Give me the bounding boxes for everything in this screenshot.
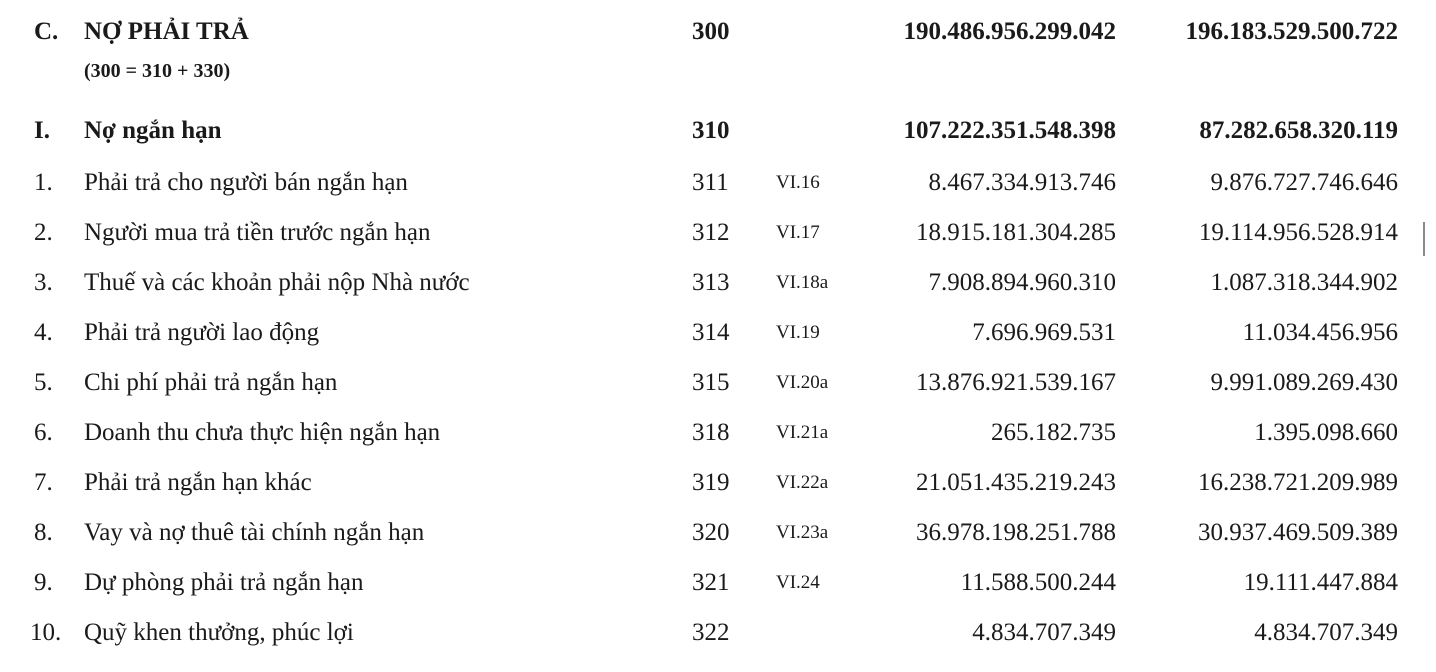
row-value-begin: 1.395.098.660 [1254,419,1398,446]
section-i-title: Nợ ngắn hạn [84,117,222,144]
table-row [0,213,1436,253]
row-label: Phải trả người lao động [84,319,320,346]
row-value-begin: 4.834.707.349 [1254,619,1398,646]
row-index: 7. [34,469,53,496]
row-label: Quỹ khen thưởng, phúc lợi [84,619,354,646]
row-value-end: 36.978.198.251.788 [916,519,1116,546]
row-value-end: 18.915.181.304.285 [916,219,1116,246]
row-note: VI.23a [776,522,829,543]
section-c-value-begin: 196.183.529.500.722 [1185,18,1398,45]
row-note: VI.22a [776,472,829,493]
row-value-end: 13.876.921.539.167 [916,369,1116,396]
row-code: 320 [692,519,730,546]
section-c-title: NỢ PHẢI TRẢ [84,18,249,45]
row-value-end: 7.908.894.960.310 [928,269,1116,296]
row-label: Dự phòng phải trả ngắn hạn [84,569,364,596]
row-value-begin: 30.937.469.509.389 [1198,519,1398,546]
row-code: 318 [692,419,730,446]
scan-mark [1423,222,1425,256]
row-code: 321 [692,569,730,596]
row-note: VI.24 [776,572,820,593]
row-label: Phải trả cho người bán ngắn hạn [84,169,408,196]
row-label: Phải trả ngắn hạn khác [84,469,312,496]
row-value-begin: 11.034.456.956 [1242,319,1398,346]
table-row [0,463,1436,503]
row-index: 10. [30,619,62,646]
row-index: 4. [34,319,53,346]
section-c-value-end: 190.486.956.299.042 [903,18,1116,45]
section-i-code: 310 [692,117,730,144]
row-label: Vay và nợ thuê tài chính ngắn hạn [84,519,425,546]
row-value-end: 8.467.334.913.746 [928,169,1116,196]
row-value-end: 11.588.500.244 [960,569,1116,596]
row-index: 9. [34,569,53,596]
row-note: VI.20a [776,372,829,393]
row-value-begin: 9.991.089.269.430 [1210,369,1398,396]
row-note: VI.19 [776,322,820,343]
section-c-letter: C. [34,18,59,45]
row-note: VI.16 [776,172,820,193]
table-row [0,363,1436,403]
row-value-begin: 19.114.956.528.914 [1198,219,1398,246]
table-row [0,163,1436,203]
row-value-begin: 16.238.721.209.989 [1198,469,1398,496]
row-index: 8. [34,519,53,546]
row-index: 2. [34,219,53,246]
row-index: 3. [34,269,53,296]
row-code: 322 [692,619,730,646]
table-row [0,513,1436,553]
table-row [0,613,1436,653]
table-row [0,313,1436,353]
section-i-value-end: 107.222.351.548.398 [903,117,1116,144]
table-row [0,413,1436,453]
row-value-end: 4.834.707.349 [972,619,1116,646]
section-i-row [0,111,1436,151]
row-value-begin: 9.876.727.746.646 [1210,169,1398,196]
section-c-formula: (300 = 310 + 330) [84,60,231,82]
section-c-row [0,12,1436,52]
table-row [0,563,1436,603]
row-index: 6. [34,419,53,446]
row-label: Chi phí phải trả ngắn hạn [84,369,338,396]
row-label: Thuế và các khoản phải nộp Nhà nước [84,269,470,296]
row-code: 319 [692,469,730,496]
row-value-begin: 19.111.447.884 [1243,569,1398,596]
row-value-end: 265.182.735 [991,419,1116,446]
row-code: 311 [692,169,729,196]
row-index: 5. [34,369,53,396]
row-index: 1. [34,169,53,196]
row-code: 314 [692,319,730,346]
row-note: VI.17 [776,222,820,243]
row-code: 312 [692,219,730,246]
row-value-end: 21.051.435.219.243 [916,469,1116,496]
row-code: 313 [692,269,730,296]
table-row [0,263,1436,303]
row-value-begin: 1.087.318.344.902 [1210,269,1398,296]
row-note: VI.21a [776,422,829,443]
row-label: Doanh thu chưa thực hiện ngắn hạn [84,419,441,446]
row-label: Người mua trả tiền trước ngắn hạn [84,219,431,246]
row-value-end: 7.696.969.531 [972,319,1116,346]
section-c-code: 300 [692,18,730,45]
section-i-letter: I. [34,117,50,144]
row-code: 315 [692,369,730,396]
section-i-value-begin: 87.282.658.320.119 [1199,117,1398,144]
row-note: VI.18a [776,272,829,293]
